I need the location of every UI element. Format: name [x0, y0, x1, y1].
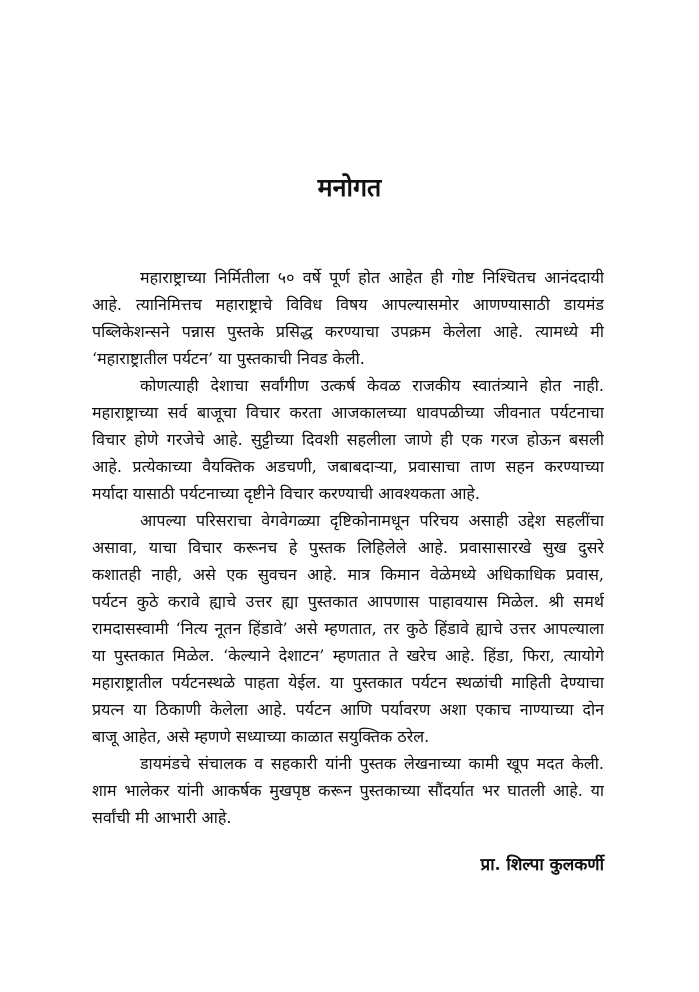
paragraph — [92, 750, 604, 831]
text-line: बाजू आहेत, असे म्हणणे सध्याच्या काळात सयुक्तिक ठरेल. — [92, 727, 430, 746]
text-line: रामदासस्वामी ‘नित्य नूतन हिंडावे’ असे म्हणतात, तर कुठे हिंडावे ह्याचे उत्तर आपल्याला — [92, 619, 604, 638]
text-line: आपल्या परिसराचा वेगवेगळ्या दृष्टिकोनामधून परिचय असाही उद्देश सहलींचा — [140, 511, 604, 530]
text-line: आहे. त्यानिमित्तच महाराष्ट्राचे विविध विषय आपल्यासमोर आणण्यासाठी डायमंड — [92, 295, 604, 314]
text-line: पर्यटन कुठे करावे ह्याचे उत्तर ह्या पुस्तकात आपणास पाहावयास मिळेल. श्री समर्थ — [92, 592, 604, 611]
text-line: पब्लिकेशन्सने पन्नास पुस्तके प्रसिद्ध करण्याचा उपक्रम केलेला आहे. त्यामध्ये मी — [92, 322, 604, 341]
text-line: कोणत्याही देशाचा सर्वांगीण उत्कर्ष केवळ राजकीय स्वातंत्र्याने होत नाही. — [140, 376, 604, 395]
text-line: महाराष्ट्राच्या सर्व बाजूचा विचार करता आजकालच्या धावपळीच्या जीवनात पर्यटनाचा — [92, 403, 604, 422]
text-line: असावा, याचा विचार करूनच हे पुस्तक लिहिलेले आहे. प्रवासासारखे सुख दुसरे — [92, 538, 604, 557]
text-line: शाम भालेकर यांनी आकर्षक मुखपृष्ठ करून पुस्तकाच्या सौंदर्यात भर घातली आहे. या — [92, 781, 604, 800]
text-line: डायमंडचे संचालक व सहकारी यांनी पुस्तक लेखनाच्या कामी खूप मदत केली. — [140, 754, 604, 773]
text-line: ‘महाराष्ट्रातील पर्यटन’ या पुस्तकाची निवड केली. — [92, 349, 365, 368]
text-line: या पुस्तकात मिळेल. ‘केल्याने देशाटन’ म्हणतात ते खरेच आहे. हिंडा, फिरा, त्यायोगे — [92, 646, 604, 665]
text-line: कशातही नाही, असे एक सुवचन आहे. मात्र किमान वेळेमध्ये अधिकाधिक प्रवास, — [92, 565, 604, 584]
text-line: प्रयत्न या ठिकाणी केलेला आहे. पर्यटन आणि पर्यावरण अशा एकाच नाण्याच्या दोन — [92, 700, 604, 719]
paragraph — [92, 507, 604, 750]
text-line: आहे. प्रत्येकाच्या वैयक्तिक अडचणी, जबाबदाऱ्या, प्रवासाचा ताण सहन करण्याच्या — [92, 457, 604, 476]
author-signature: प्रा. शिल्पा कुलकर्णी — [480, 855, 604, 875]
text-line: महाराष्ट्राच्या निर्मितीला ५० वर्षे पूर्ण होत आहेत ही गोष्ट निश्चितच आनंददायी — [140, 268, 604, 287]
text-line: विचार होणे गरजेचे आहे. सुट्टीच्या दिवशी सहलीला जाणे ही एक गरज होऊन बसली — [92, 430, 604, 449]
text-line: सर्वांची मी आभारी आहे. — [92, 808, 232, 827]
page-title: मनोगत — [317, 173, 382, 202]
preface-body — [92, 264, 604, 831]
paragraph — [92, 372, 604, 507]
paragraph — [92, 264, 604, 372]
text-line: महाराष्ट्रातील पर्यटनस्थळे पाहता येईल. या पुस्तकात पर्यटन स्थळांची माहिती देण्याचा — [92, 673, 604, 692]
text-line: मर्यादा यासाठी पर्यटनाच्या दृष्टीने विचार करण्याची आवश्यकता आहे. — [92, 484, 481, 503]
